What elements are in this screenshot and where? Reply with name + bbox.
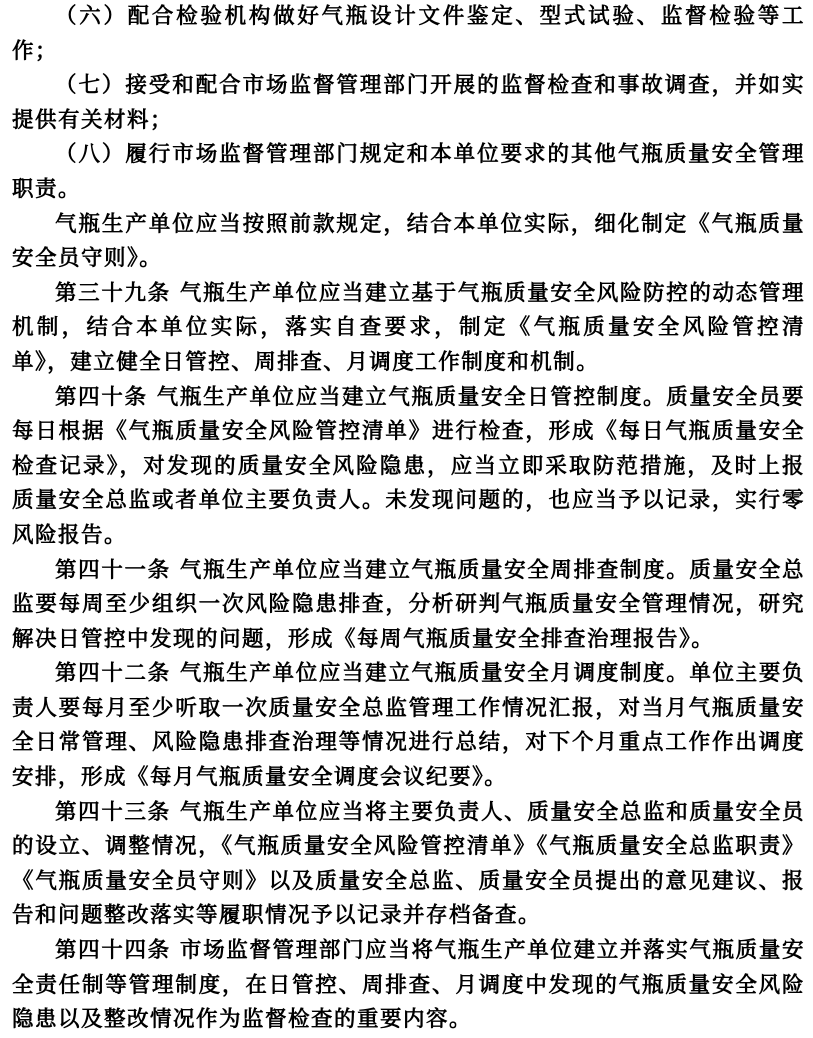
paragraph-item-6: （六）配合检验机构做好气瓶设计文件鉴定、型式试验、监督检验等工作； xyxy=(12,4,805,64)
paragraph-article-40: 第四十条 气瓶生产单位应当建立气瓶质量安全日管控制度。质量安全员要每日根据《气瓶质量安全风险管控清单》进行检查，形成《每日气瓶质量安全检查记录》，对发现的质量安全风险隐患，应当立即采取防范措施，及时上报质量安全总监或者单位主要负责人。未发现问题的，也应当予以记录，实行零风险报告。 xyxy=(12,384,805,548)
paragraph-article-44: 第四十四条 市场监督管理部门应当将气瓶生产单位建立并落实气瓶质量安全责任制等管理制度，在日管控、周排查、月调度中发现的气瓶质量安全风险隐患以及整改情况作为监督检查的重要内容。 xyxy=(12,938,805,1033)
paragraph-article-41: 第四十一条 气瓶生产单位应当建立气瓶质量安全周排查制度。质量安全总监要每周至少组织一次风险隐患排查，分析研判气瓶质量安全管理情况，研究解决日管控中发现的问题，形成《每周气瓶质量安全排查治理报告》。 xyxy=(12,557,805,652)
paragraph-article-42: 第四十二条 气瓶生产单位应当建立气瓶质量安全月调度制度。单位主要负责人要每月至少听取一次质量安全总监管理工作情况汇报，对当月气瓶质量安全日常管理、风险隐患排查治理等情况进行总结，对下个月重点工作作出调度安排，形成《每月气瓶质量安全调度会议纪要》。 xyxy=(12,661,805,791)
paragraph-article-39: 第三十九条 气瓶生产单位应当建立基于气瓶质量安全风险防控的动态管理机制，结合本单位实际，落实自查要求，制定《气瓶质量安全风险管控清单》，建立健全日管控、周排查、月调度工作制度和机制。 xyxy=(12,280,805,375)
paragraph-item-7: （七）接受和配合市场监督管理部门开展的监督检查和事故调查，并如实提供有关材料； xyxy=(12,73,805,133)
paragraph-handbook-note: 气瓶生产单位应当按照前款规定，结合本单位实际，细化制定《气瓶质量安全员守则》。 xyxy=(12,211,805,272)
paragraph-item-8: （八）履行市场监督管理部门规定和本单位要求的其他气瓶质量安全管理职责。 xyxy=(12,142,805,202)
paragraph-article-43: 第四十三条 气瓶生产单位应当将主要负责人、质量安全总监和质量安全员的设立、调整情况，《气瓶质量安全风险管控清单》《气瓶质量安全总监职责》《气瓶质量安全员守则》以及质量安全总监、质量安全员提出的意见建议、报告和问题整改落实等履职情况予以记录并存档备查。 xyxy=(12,799,805,929)
